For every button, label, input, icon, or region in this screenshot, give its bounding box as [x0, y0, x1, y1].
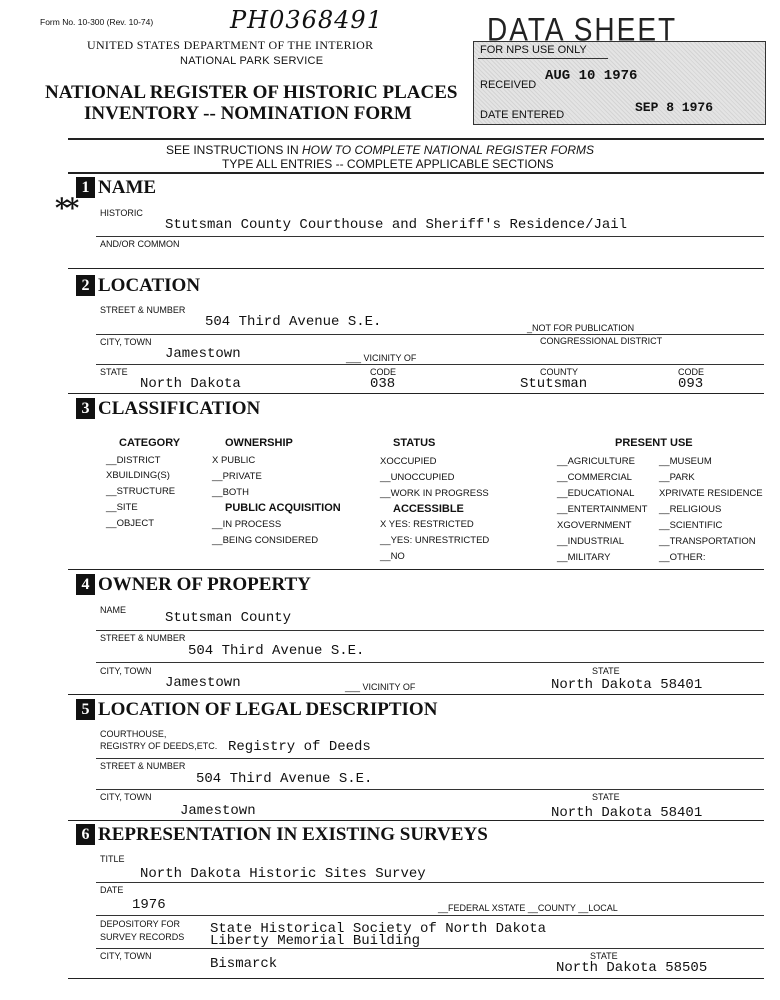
survey-levels: __FEDERAL XSTATE __COUNTY __LOCAL — [438, 903, 618, 913]
category-district: __DISTRICT — [106, 455, 161, 466]
nps-use-label: FOR NPS USE ONLY — [480, 44, 587, 56]
location-code-value: 038 — [370, 376, 396, 392]
ownership-both: __BOTH — [212, 487, 249, 498]
use-other: __OTHER: — [659, 552, 706, 563]
data-sheet-title: DATA SHEET — [487, 11, 678, 48]
instructions-line-2: TYPE ALL ENTRIES -- COMPLETE APPLICABLE SECTIONS — [222, 157, 554, 171]
accessible-restricted: X YES: RESTRICTED — [380, 519, 474, 530]
survey-date-value: 1976 — [132, 897, 166, 913]
legal-city-value: Jamestown — [180, 803, 256, 819]
survey-title-value: North Dakota Historic Sites Survey — [140, 866, 426, 882]
use-museum: __MUSEUM — [659, 456, 712, 467]
location-code2-label: CODE — [678, 367, 705, 377]
location-state-label: STATE — [100, 367, 128, 377]
section-2-title: LOCATION — [98, 275, 201, 296]
ownership-public: X PUBLIC — [212, 455, 256, 466]
form-number: Form No. 10-300 (Rev. 10-74) — [40, 17, 154, 27]
service-name: NATIONAL PARK SERVICE — [180, 55, 324, 67]
owner-city-label: CITY, TOWN — [100, 666, 152, 676]
location-city-value: Jamestown — [165, 346, 241, 362]
status-unoccupied: __UNOCCUPIED — [380, 472, 455, 483]
use-park: __PARK — [659, 472, 695, 483]
use-military: __MILITARY — [557, 552, 611, 563]
legal-street-value: 504 Third Avenue S.E. — [196, 771, 373, 787]
legal-street-label: STREET & NUMBER — [100, 761, 186, 771]
section-1-title: NAME — [98, 177, 157, 198]
legal-state-value: North Dakota 58401 — [551, 805, 703, 821]
section-5-title: LOCATION OF LEGAL DESCRIPTION — [98, 699, 438, 720]
use-agriculture: __AGRICULTURE — [557, 456, 635, 467]
handwritten-id: PH0368491 — [230, 6, 383, 34]
courthouse-label-2: REGISTRY OF DEEDS,ETC. — [100, 741, 218, 751]
form-title-2: INVENTORY -- NOMINATION FORM — [84, 103, 412, 124]
instructions-line-1: SEE INSTRUCTIONS IN HOW TO COMPLETE NATIONAL REGISTER FORMS — [166, 143, 595, 157]
category-buildings: XBUILDING(S) — [106, 470, 170, 481]
owner-name-value: Stutsman County — [165, 610, 292, 626]
department-name: UNITED STATES DEPARTMENT OF THE INTERIOR — [87, 38, 374, 52]
survey-city-label: CITY, TOWN — [100, 951, 152, 961]
received-date: AUG 10 1976 — [545, 68, 638, 84]
location-street-value: 504 Third Avenue S.E. — [205, 314, 382, 330]
status-occupied: XOCCUPIED — [380, 456, 437, 467]
accessible-header: ACCESSIBLE — [393, 503, 464, 515]
date-entered-label: DATE ENTERED — [480, 109, 565, 121]
accessible-no: __NO — [380, 551, 405, 562]
acquisition-being-considered: __BEING CONSIDERED — [212, 535, 319, 546]
use-government: XGOVERNMENT — [557, 520, 632, 531]
section-2-number: 2 — [76, 275, 95, 296]
form-title-1: NATIONAL REGISTER OF HISTORIC PLACES — [45, 82, 458, 103]
owner-street-label: STREET & NUMBER — [100, 633, 186, 643]
depository-label-1: DEPOSITORY FOR — [100, 919, 181, 929]
ownership-private: __PRIVATE — [212, 471, 262, 482]
depository-value-1: State Historical Society of North Dakota — [210, 921, 547, 937]
public-acquisition-header: PUBLIC ACQUISITION — [225, 502, 341, 514]
category-site: __SITE — [106, 502, 138, 513]
historic-label: HISTORIC — [100, 208, 143, 218]
handwritten-asterisks: ** — [55, 194, 77, 224]
courthouse-label-1: COURTHOUSE, — [100, 729, 167, 739]
section-3-title: CLASSIFICATION — [98, 398, 261, 419]
use-commercial: __COMMERCIAL — [557, 472, 632, 483]
location-county-value: Stutsman — [520, 376, 588, 392]
use-private-residence: XPRIVATE RESIDENCE — [659, 488, 763, 499]
section-4-title: OWNER OF PROPERTY — [98, 574, 311, 595]
location-street-label: STREET & NUMBER — [100, 305, 186, 315]
location-county-label: COUNTY — [540, 367, 578, 377]
present-use-header: PRESENT USE — [615, 437, 693, 449]
category-structure: __STRUCTURE — [106, 486, 176, 497]
section-6-number: 6 — [76, 824, 95, 845]
survey-state-label: STATE — [590, 951, 618, 961]
section-1-number: 1 — [76, 177, 95, 198]
location-code-label: CODE — [370, 367, 397, 377]
location-city-label: CITY, TOWN — [100, 337, 152, 347]
owner-street-value: 504 Third Avenue S.E. — [188, 643, 365, 659]
acquisition-in-process: __IN PROCESS — [212, 519, 282, 530]
owner-state-label: STATE — [592, 666, 620, 676]
survey-title-label: TITLE — [100, 854, 125, 864]
use-religious: __RELIGIOUS — [659, 504, 722, 515]
section-3-number: 3 — [76, 398, 95, 419]
congressional-district-label: CONGRESSIONAL DISTRICT — [540, 336, 663, 346]
owner-state-value: North Dakota 58401 — [551, 677, 703, 693]
legal-city-label: CITY, TOWN — [100, 792, 152, 802]
depository-value-2: Liberty Memorial Building — [210, 933, 421, 949]
status-work-in-progress: __WORK IN PROGRESS — [380, 488, 489, 499]
category-header: CATEGORY — [119, 437, 181, 449]
ownership-header: OWNERSHIP — [225, 437, 293, 449]
common-name-label: AND/OR COMMON — [100, 239, 180, 249]
location-state-value: North Dakota — [140, 376, 241, 392]
owner-vicinity: ___ VICINITY OF — [345, 682, 416, 692]
survey-state-value: North Dakota 58505 — [556, 960, 708, 976]
location-code2-value: 093 — [678, 376, 704, 392]
legal-state-label: STATE — [592, 792, 620, 802]
survey-city-value: Bismarck — [210, 956, 278, 972]
use-transportation: __TRANSPORTATION — [659, 536, 756, 547]
historic-name-value: Stutsman County Courthouse and Sheriff's Residence/Jail — [165, 217, 628, 233]
survey-date-label: DATE — [100, 885, 124, 895]
courthouse-value: Registry of Deeds — [228, 739, 371, 755]
use-industrial: __INDUSTRIAL — [557, 536, 625, 547]
use-entertainment: __ENTERTAINMENT — [557, 504, 648, 515]
section-6-title: REPRESENTATION IN EXISTING SURVEYS — [98, 824, 488, 845]
not-for-publication: _NOT FOR PUBLICATION — [527, 323, 635, 333]
use-educational: __EDUCATIONAL — [557, 488, 635, 499]
section-5-number: 5 — [76, 699, 95, 720]
owner-city-value: Jamestown — [165, 675, 241, 691]
section-4-number: 4 — [76, 574, 95, 595]
depository-label-2: SURVEY RECORDS — [100, 932, 185, 942]
status-header: STATUS — [393, 437, 436, 449]
owner-name-label: NAME — [100, 605, 127, 615]
use-scientific: __SCIENTIFIC — [659, 520, 723, 531]
date-entered-value: SEP 8 1976 — [635, 100, 714, 115]
accessible-unrestricted: __YES: UNRESTRICTED — [380, 535, 490, 546]
received-label: RECEIVED — [480, 79, 537, 91]
location-vicinity: ___ VICINITY OF — [346, 353, 417, 363]
category-object: __OBJECT — [106, 518, 155, 529]
